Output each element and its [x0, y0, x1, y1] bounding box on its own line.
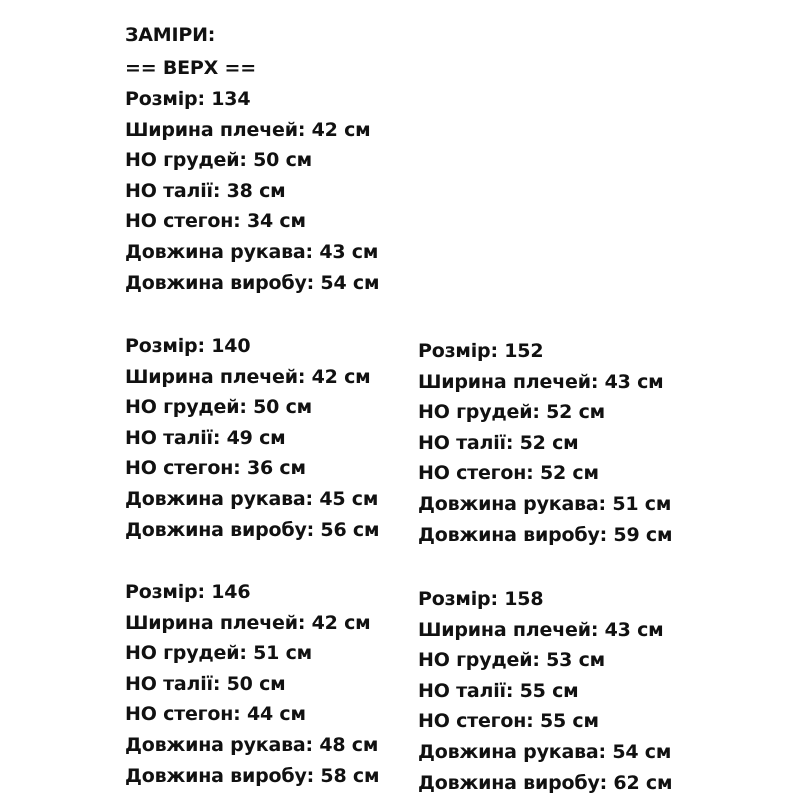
sleeve-length: Довжина рукава: 48 см — [125, 733, 379, 756]
hip-girth: НО стегон: 36 см — [125, 457, 306, 480]
waist-girth: НО талії: 50 см — [125, 672, 286, 695]
size-block-146 — [125, 577, 379, 791]
sleeve-length: Довжина рукава: 54 см — [418, 740, 672, 763]
chest-girth: НО грудей: 53 см — [418, 649, 605, 672]
size-label: Розмір: 146 — [125, 581, 251, 603]
garment-length: Довжина виробу: 56 см — [125, 518, 380, 541]
size-label: Розмір: 140 — [125, 335, 251, 357]
size-label: Розмір: 152 — [418, 340, 544, 362]
chest-girth: НО грудей: 50 см — [125, 396, 312, 419]
size-block-134 — [125, 84, 379, 298]
page-title: ЗАМІРИ: — [125, 24, 216, 46]
size-block-140 — [125, 331, 379, 545]
sleeve-length: Довжина рукава: 51 см — [418, 492, 672, 515]
hip-girth: НО стегон: 34 см — [125, 210, 306, 233]
size-block-152 — [418, 336, 672, 550]
garment-length: Довжина виробу: 54 см — [125, 271, 380, 294]
sleeve-length: Довжина рукава: 45 см — [125, 487, 379, 510]
shoulder-width: Ширина плечей: 43 см — [418, 370, 664, 393]
hip-girth: НО стегон: 44 см — [125, 703, 306, 726]
waist-girth: НО талії: 52 см — [418, 431, 579, 454]
shoulder-width: Ширина плечей: 42 см — [125, 118, 371, 141]
chest-girth: НО грудей: 51 см — [125, 642, 312, 665]
chest-girth: НО грудей: 50 см — [125, 149, 312, 172]
size-label: Розмір: 158 — [418, 588, 544, 610]
shoulder-width: Ширина плечей: 42 см — [125, 365, 371, 388]
waist-girth: НО талії: 38 см — [125, 179, 286, 202]
garment-length: Довжина виробу: 59 см — [418, 523, 673, 546]
shoulder-width: Ширина плечей: 42 см — [125, 611, 371, 634]
section-heading: == ВЕРХ == — [125, 57, 256, 79]
shoulder-width: Ширина плечей: 43 см — [418, 618, 664, 641]
hip-girth: НО стегон: 52 см — [418, 462, 599, 485]
garment-length: Довжина виробу: 62 см — [418, 771, 673, 794]
chest-girth: НО грудей: 52 см — [418, 401, 605, 424]
waist-girth: НО талії: 55 см — [418, 679, 579, 702]
size-label: Розмір: 134 — [125, 88, 251, 110]
garment-length: Довжина виробу: 58 см — [125, 764, 380, 787]
size-block-158 — [418, 584, 672, 798]
waist-girth: НО талії: 49 см — [125, 426, 286, 449]
sleeve-length: Довжина рукава: 43 см — [125, 240, 379, 263]
hip-girth: НО стегон: 55 см — [418, 710, 599, 733]
